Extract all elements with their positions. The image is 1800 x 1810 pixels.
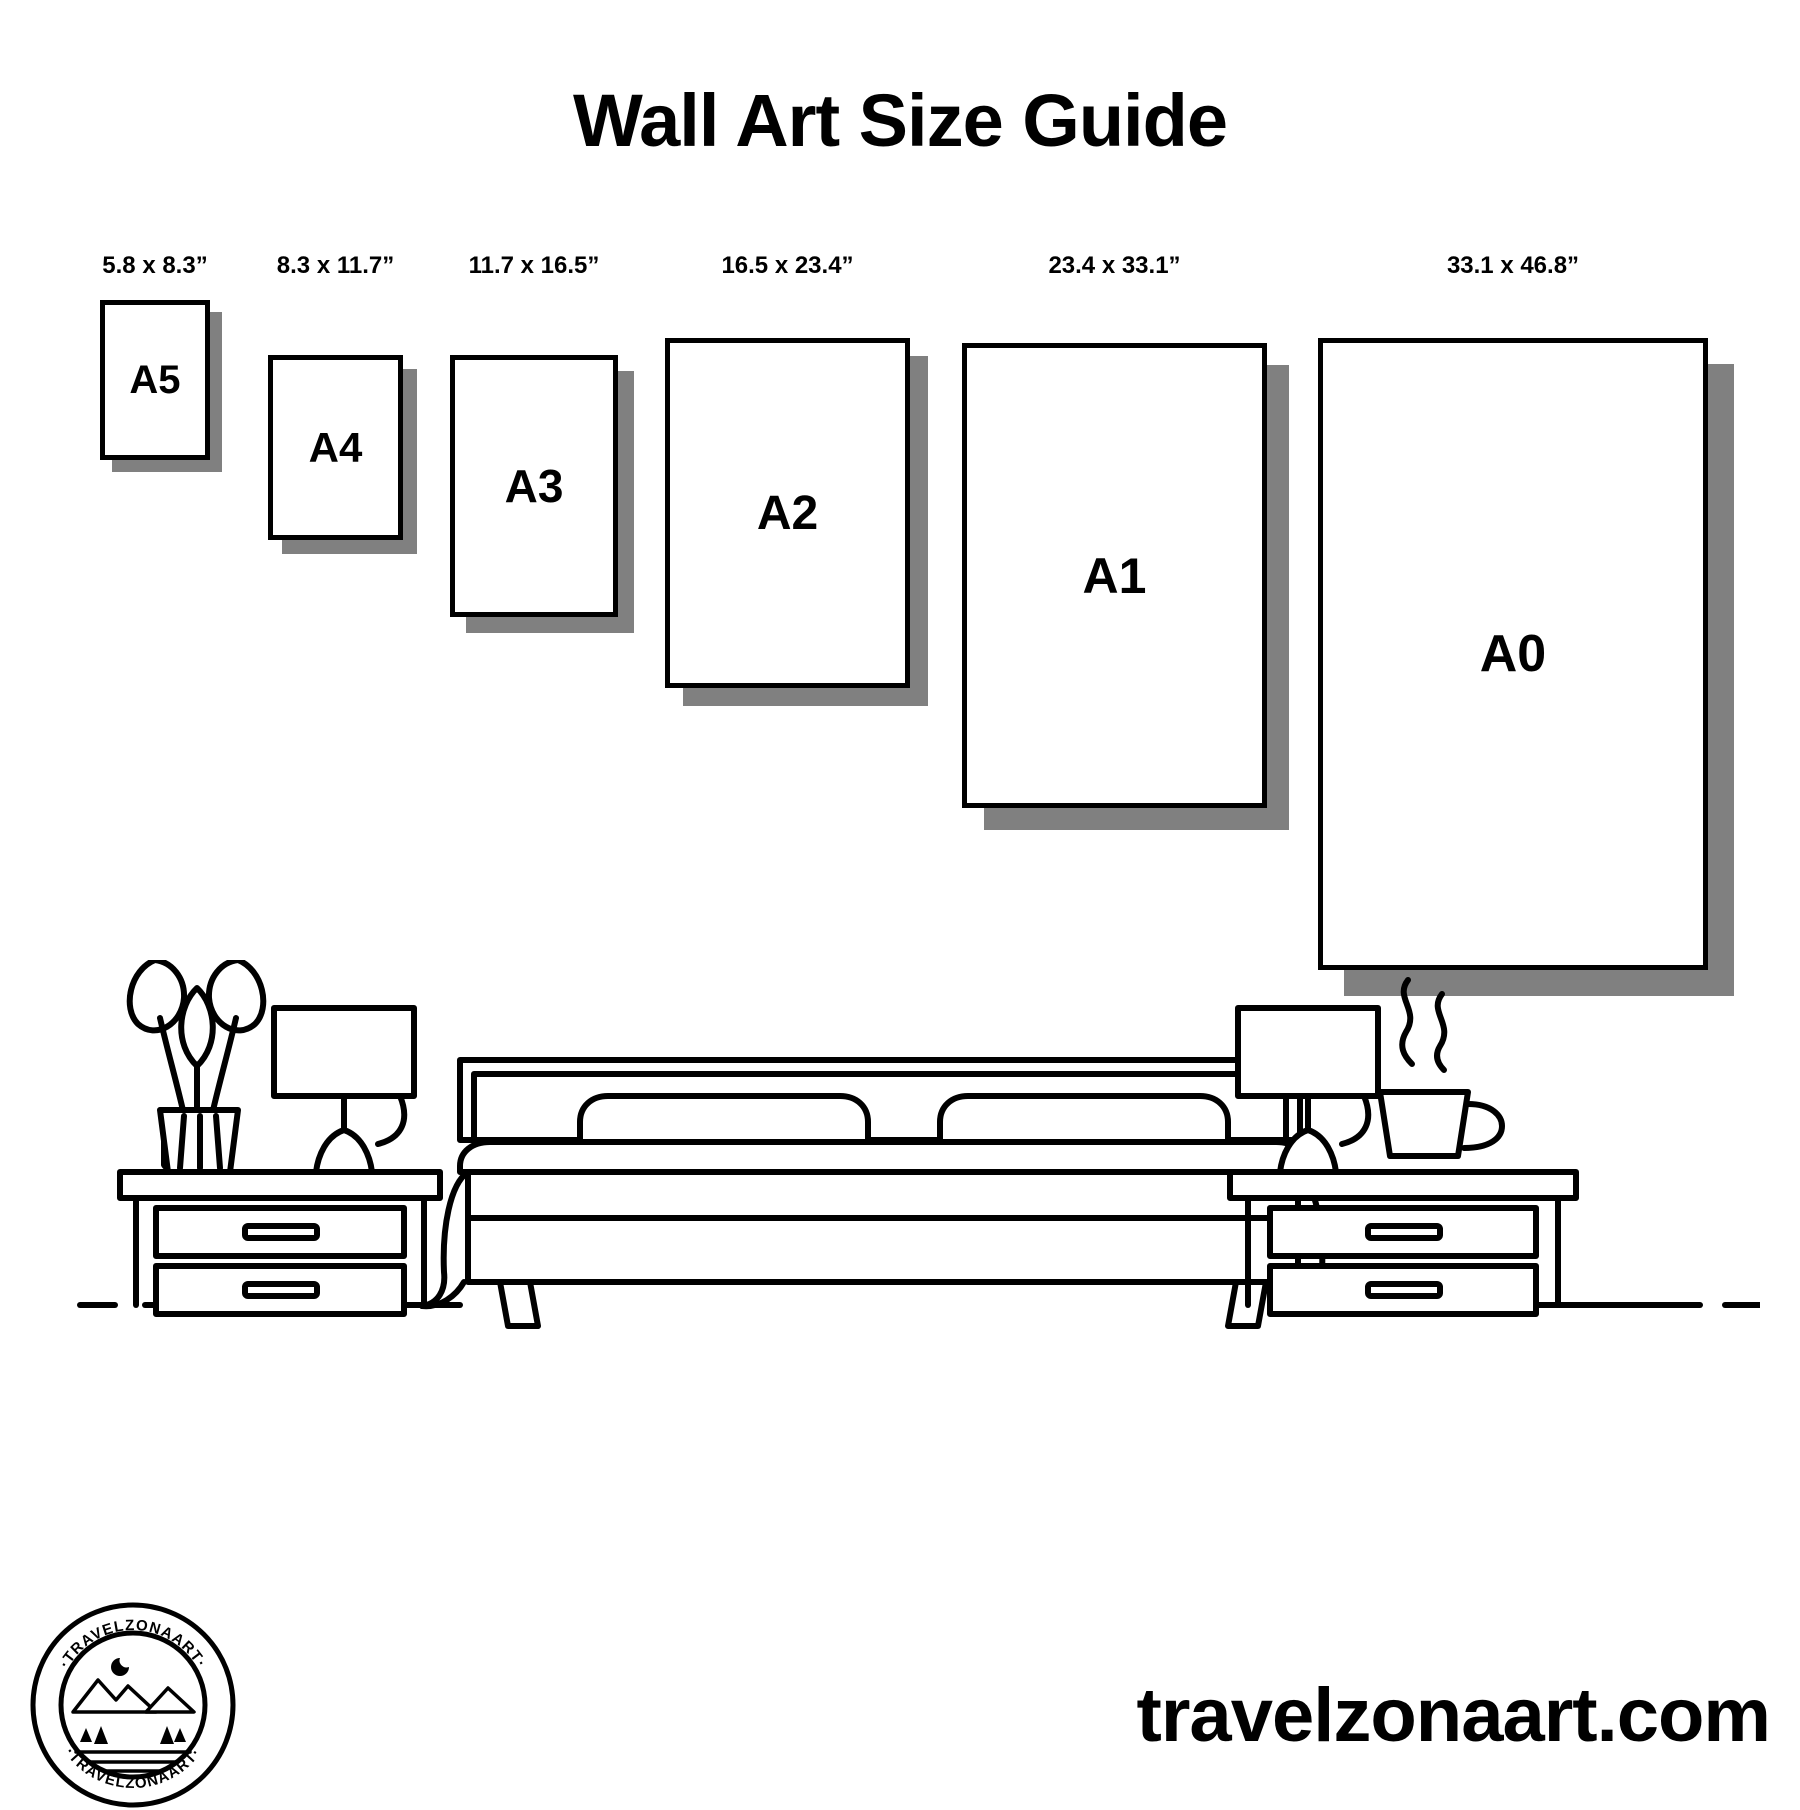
frame-dimension-a1: 23.4 x 33.1” <box>1048 252 1181 279</box>
frame-dimension-a2: 16.5 x 23.4” <box>721 252 854 279</box>
bedroom-scene-illustration <box>60 960 1760 1380</box>
frame-box-a4[interactable] <box>268 355 403 540</box>
frame-group-a4[interactable] <box>268 252 403 540</box>
bed <box>422 1060 1344 1326</box>
frame-label-a5: A5 <box>129 357 181 402</box>
frame-label-a0: A0 <box>1479 625 1547 683</box>
frame-dimension-a4: 8.3 x 11.7” <box>276 252 395 279</box>
frame-box-a2[interactable] <box>665 338 910 688</box>
frame-label-a4: A4 <box>308 423 363 471</box>
coffee-cup <box>1380 980 1502 1156</box>
frame-label-a3: A3 <box>504 460 564 512</box>
frame-group-a3[interactable] <box>450 252 618 617</box>
frame-box-a5[interactable] <box>100 300 210 460</box>
frame-group-a0[interactable] <box>1318 252 1708 970</box>
frame-dimension-a5: 5.8 x 8.3” <box>102 252 208 279</box>
frame-box-a0[interactable] <box>1318 338 1708 970</box>
frame-box-a1[interactable] <box>962 343 1267 808</box>
frame-label-a2: A2 <box>756 486 819 540</box>
frame-box-a3[interactable] <box>450 355 618 617</box>
logo-text-bottom: ·TRAVELZONAART· <box>61 1744 205 1793</box>
frame-group-a2[interactable] <box>665 252 910 688</box>
table-lamp-left <box>274 1008 414 1172</box>
page-title: Wall Art Size Guide <box>573 79 1227 162</box>
nightstand-left <box>120 1172 440 1314</box>
logo-scene-icon <box>73 1658 194 1771</box>
brand-logo[interactable] <box>28 1600 238 1810</box>
frame-group-a5[interactable] <box>100 252 210 460</box>
frame-group-a1[interactable] <box>962 252 1267 808</box>
frame-dimension-a3: 11.7 x 16.5” <box>468 252 600 279</box>
website-url[interactable]: travelzonaart.com <box>1136 1673 1770 1758</box>
logo-text-top: ·TRAVELZONAART· <box>55 1616 211 1672</box>
nightstand-right <box>1230 1172 1576 1314</box>
plant-vase <box>130 960 264 1176</box>
frame-dimension-a0: 33.1 x 46.8” <box>1446 252 1580 279</box>
frame-label-a1: A1 <box>1082 547 1147 604</box>
